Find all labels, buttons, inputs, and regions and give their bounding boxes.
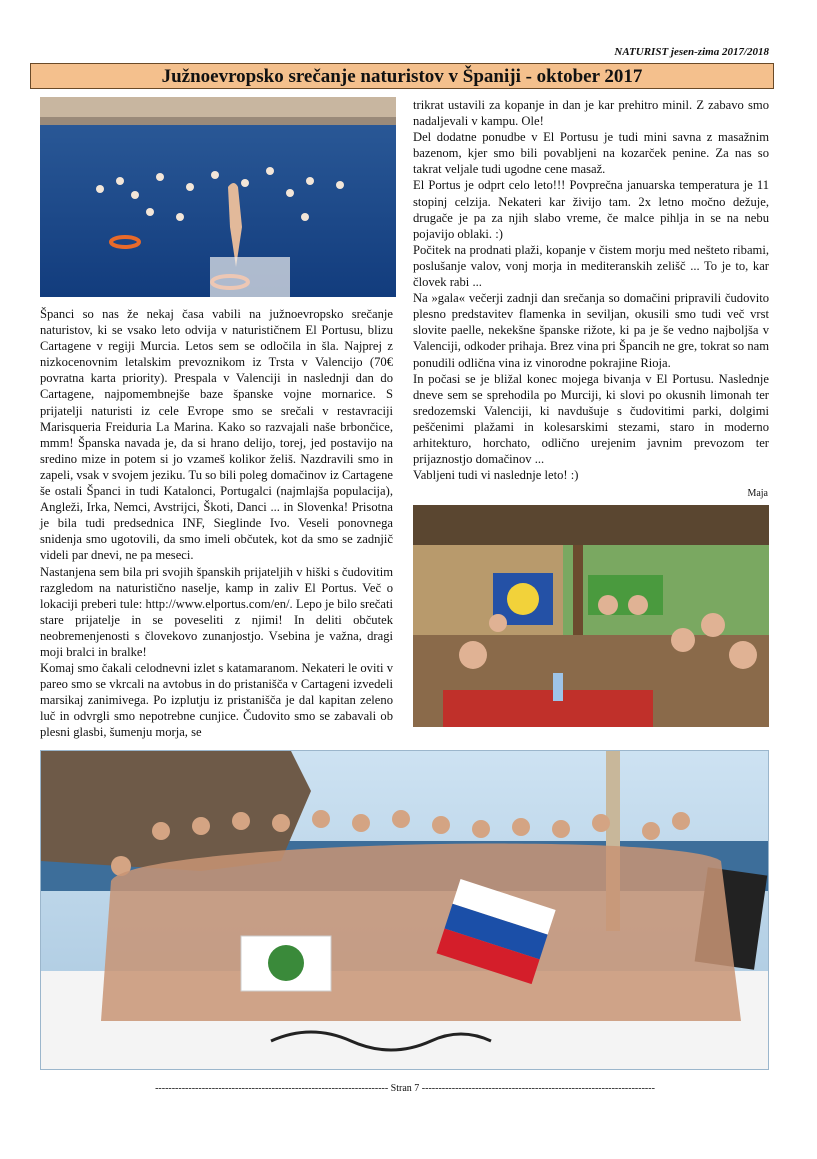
article-paragraph: El Portus je odprt celo leto!!! Povprečna januarska temperatura je 11 stopinj celzija. Nekateri kar živijo tam. 2x letno močno dežuje, drugače je pa za njih slabo vreme, če malce pihlja in se na nebu pojavijo oblaki. :) (413, 178, 769, 241)
article-paragraph: trikrat ustavili za kopanje in dan je kar prehitro minil. Z zabavo smo nadaljevali v kampu. Ole! (413, 98, 769, 129)
article-paragraph: Počitek na prodnati plaži, kopanje v čistem morju med nešteto ribami, poslušanje valov, vonj morja in mediteranskih zelišč ... To je to, kar človek rabi ... (413, 242, 769, 290)
page-footer: ---------------------------------------------------------------------- Stran 7 ---------------------------------------------------------------------- (155, 1083, 655, 1094)
article-paragraph: Vabljeni tudi vi naslednje leto! :) (413, 468, 579, 483)
swimming-photo (40, 97, 396, 297)
article-paragraph: Na »gala« večerji zadnji dan srečanja so domačini pripravili čudovito plesno predstavitev flamenka in seviljan, okusili smo tudi več vrst slovite paelle, nekekšne španske rižote, ki pa je še vedno najboljša v Valenciji, odkoder prihaja. Brez vina pri Špancih ne gre, tokrat so nam ponudili odlična vina iz vinorodne pokrajine Rioja. (413, 291, 769, 370)
group-photo (40, 750, 769, 1070)
article-paragraph: In počasi se je bližal konec mojega bivanja v El Portusu. Naslednje dneve sem se sprehodila po Murciji, ki slovi po okusnih limonah ter sredozemski Valenciji, ki navdušuje s čudovitimi parki, dolgimi peščenimi plažami in kolesarskimi stezami, staro in moderno arhitekturo, horchato, odlično urejenim javnim prevozom ter prijaznostjo domačinov ... (413, 371, 769, 467)
article-title: Južnoevropsko srečanje naturistov v Španiji - oktober 2017 (30, 63, 774, 89)
article-paragraph: Španci so nas že nekaj časa vabili na južnoevropsko srečanje naturistov, ki se vsako leto odvija v naturističnem El Portusu, blizu Cartagene v regiji Murcia. Letos sem se odločila in šla. Najprej z nizkocenovnim letalskim prevoznikom iz Trsta v Valencijo (70€ povratna karta priority). Prespala v Valenciji in naslednji dan do Cartagene, najpomembnejše baze španske vojne mornarice. S prijatelji naturisti iz cele Evrope smo se srečali v restavraciji Marisqueria Freiduria La Marina. Kako so razvajali naše brbončice, mmm! Španska navada je, da si hrano delijo, torej, jed postavijo na sredino mize in potem si jo vzameš kolikor želiš. Nazdravili smo in zapeli, vsak v svojem jeziku. Tu so bili poleg domačinov iz Cartagene še ostali Španci in tudi Katalonci, Portugalci (najmlajša populacija), Angleži, Irka, Nemci, Avstrijci, Škoti, Danci ... in Slovenka! Prisotna je bila tudi predsednica INF, Sieglinde Ivo. Veseli ponovnega snidenja smo ugotovili, da smo imeli občutek, kot da smo se zadnjič videli par dnevi, ne pa meseci. (40, 307, 393, 563)
dinner-photo (413, 505, 769, 727)
issue-label: NATURIST jesen-zima 2017/2018 (614, 46, 769, 58)
article-paragraph: Del dodatne ponudbe v El Portusu je tudi mini savna z masažnim bazenom, kjer smo bili povabljeni na kozarček penine. Za nas so takrat veljale tudi ugodne cene masaž. (413, 130, 769, 177)
article-column-left (40, 306, 393, 741)
article-paragraph: Nastanjena sem bila pri svojih španskih prijateljih v hiški s čudovitim razgledom na naturistično naselje, kamp in zaliv El Portus. Več o lokaciji preberi tule: http://www.elportus.com/en/. Lepo je bilo srečati stare prijatelje in se poveseliti z njimi! In deliti občutek neobremenjenosti s človekovo zunanjostjo. Vsebina je važna, dragi moji bralci in bralke! (40, 564, 393, 659)
article-paragraph: Komaj smo čakali celodnevni izlet s katamaranom. Nekateri le oviti v pareo smo se vkrcali na avtobus in do pristanišča v Cartageni izvedeli marsikaj zanimivega. Po izplutju iz pristanišča je dal kapitan zeleno luč in odvrgli smo nepotrebne cunjice. Čudovito smo se zabavali ob plesni glasbi, šumenju morja, se (40, 661, 393, 740)
author-signature: Maja (747, 488, 768, 499)
article-column-right (413, 97, 769, 483)
